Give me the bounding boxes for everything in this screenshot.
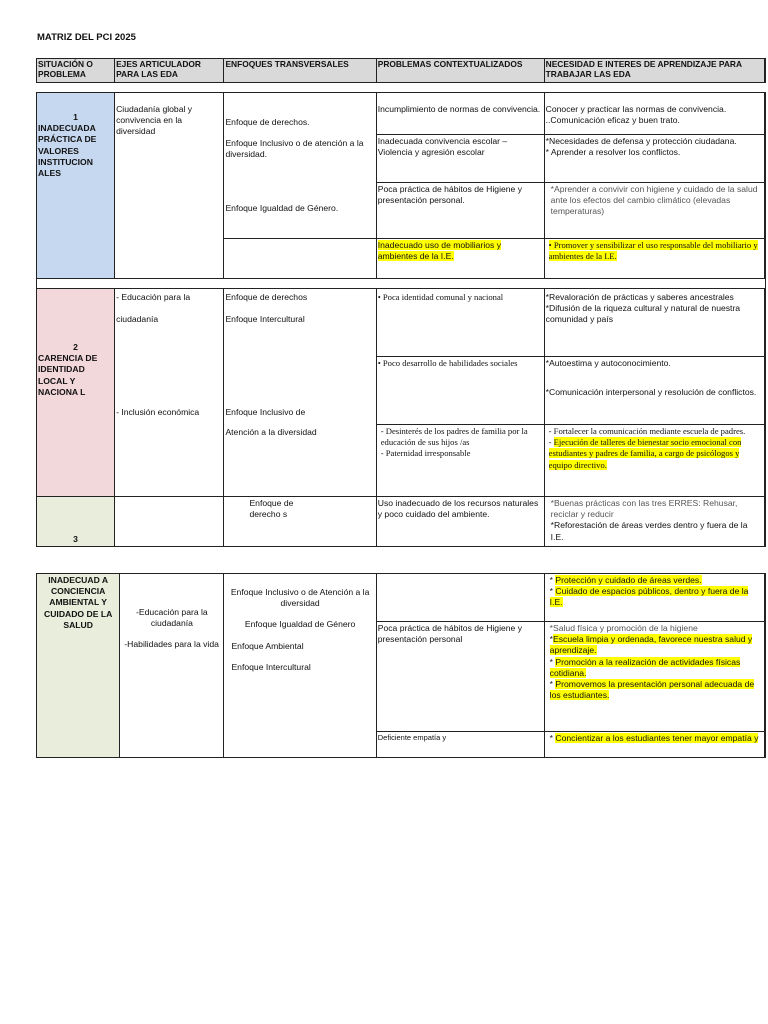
sit1-enfoque-derechos: Enfoque de derechos. [225, 117, 310, 127]
sit3-enfoque-intercultural: Enfoque Intercultural [231, 661, 311, 672]
sit2-enfoque-intercultural: Enfoque Intercultural [225, 314, 305, 325]
sit3-enfoques-cell [224, 574, 376, 758]
header-enfoques: ENFOQUES TRANSVERSALES [224, 59, 376, 83]
pci-matrix-table-part1 [36, 58, 766, 547]
sit3-enfoque-inclusivo: Enfoque Inclusivo o de Atención a la diversidad [230, 587, 370, 609]
sit3-extra-3 [764, 732, 765, 758]
situation-1-cell [37, 93, 115, 279]
sit2-extra-3 [764, 425, 765, 497]
sit3-extra-2 [764, 622, 765, 732]
sit2-necesidad-2: *Autoestima y autoconocimiento. *Comunicación interpersonal y resolución de conflictos. [544, 357, 764, 425]
sit2-enfoque-atencion: Atención a la diversidad [225, 426, 317, 437]
sit1-enfoque-inclusivo: Enfoque Inclusivo o de atención a la diversidad. [225, 138, 364, 160]
sit3-eje-educacion: -Educación para la ciudadanía [136, 607, 208, 629]
sit2-eje-ciudadania: ciudadanía [116, 314, 159, 325]
sit3-extra-top [764, 497, 765, 547]
sit1-enfoque-empty [224, 239, 376, 279]
header-situacion: SITUACIÓN O PROBLEMA [37, 59, 115, 83]
sit3-necesidad-top: *Buenas prácticas con las tres ERRES: Rehusar, reciclar y reducir *Reforestación de áreas verdes dentro y fuera de la I.E. [544, 497, 764, 547]
situation-3-number: 3 [73, 534, 78, 544]
sit1-problema-3: Poca práctica de hábitos de Higiene y presentación personal. [376, 183, 544, 239]
sit3-enfoque-ambiental: Enfoque Ambiental [231, 640, 304, 651]
sit2-necesidad-3: - Fortalecer la comunicación mediante escuela de padres. - Ejecución de talleres de bienestar socio emocional con estudiantes y padres de familia, a cargo de psicólogos y equipo directivo. [544, 425, 764, 497]
sit2-enfoque-inclusivo: Enfoque Inclusivo de [225, 407, 306, 418]
sit1-extra-3 [764, 183, 765, 239]
sit1-extra-4 [764, 239, 765, 279]
sit3-necesidad-2: *Salud física y promoción de la higiene *Escuela limpia y ordenada, favorece nuestra salud y aprendizaje. * Promoción a la realización de actividades físicas cotidiana. * Promovemos la presentación personal adecuada de los estudiantes. [544, 622, 764, 732]
sit1-necesidad-3: *Aprender a convivir con higiene y cuidado de la salud ante los efectos del cambio climático (elevadas temperaturas) [544, 183, 764, 239]
situation-3-label-cell [37, 574, 120, 758]
sit3-problema-1 [376, 574, 544, 622]
sit1-problema-4: Inadecuado uso de mobiliarios y ambientes de la I.E. [376, 239, 544, 279]
header-ejes: EJES ARTICULADOR PARA LAS EDA [115, 59, 224, 83]
sit2-extra-1 [764, 289, 765, 357]
sit3-enfoque-genero: Enfoque Igualdad de Género [244, 619, 356, 630]
sit2-eje-educacion: - Educación para la [116, 292, 191, 302]
situation-3-label: INADECUAD A CONCIENCIA AMBIENTAL Y CUIDADO DE LA SALUD [44, 575, 113, 630]
sit1-enfoque-genero: Enfoque Igualdad de Género. [225, 202, 339, 213]
sit2-problema-2: • Poco desarrollo de habilidades sociales [376, 357, 544, 425]
pci-matrix-table-part2 [36, 573, 766, 758]
sit2-eje-inclusion: - Inclusión económica [116, 407, 200, 418]
situation-2-number: 2 [73, 342, 78, 352]
sit2-enfoque-derechos: Enfoque de derechos [225, 292, 308, 302]
sit1-necesidad-1: Conocer y practicar las normas de convivencia. ..Comunicación eficaz y buen trato. [544, 93, 764, 135]
sit2-enfoques-cell [224, 289, 376, 497]
sit1-extra-1 [764, 93, 765, 135]
sit2-problema-1: • Poca identidad comunal y nacional [376, 289, 544, 357]
sit2-necesidad-1: *Revaloración de prácticas y saberes ancestrales *Difusión de la riqueza cultural y natural de nuestra comunidad y país [544, 289, 764, 357]
header-necesidad: NECESIDAD E INTERES DE APRENDIZAJE PARA TRABAJAR LAS EDA [544, 59, 764, 83]
header-empty [764, 59, 765, 83]
sit2-extra-2 [764, 357, 765, 425]
header-problemas: PROBLEMAS CONTEXTUALIZADOS [376, 59, 544, 83]
sit1-necesidad-4: • Promover y sensibilizar el uso responsable del mobiliario y ambientes de la I.E. [544, 239, 764, 279]
sit1-necesidad-2: *Necesidades de defensa y protección ciudadana. * Aprender a resolver los conflictos. [544, 135, 764, 183]
sit3-problema-3: Deficiente empatía y [376, 732, 544, 758]
situation-2-label: CARENCIA DE IDENTIDAD LOCAL Y NACIONA L [38, 353, 98, 397]
sit1-extra-2 [764, 135, 765, 183]
sit3-problema-top: Uso inadecuado de los recursos naturales y poco cuidado del ambiente. [376, 497, 544, 547]
sit1-eje-cell [115, 93, 224, 279]
sit3-necesidad-1: * Protección y cuidado de áreas verdes. * Cuidado de espacios públicos, dentro y fuera de la I.E. [544, 574, 764, 622]
sit3-necesidad-3: * Concientizar a los estudiantes tener mayor empatía y [544, 732, 764, 758]
sit1-enfoques-cell [224, 93, 376, 239]
sit3-ejes-cell [120, 574, 224, 758]
sit3-enfoque-top: Enfoque de derecho s [224, 497, 376, 547]
sit3-eje-habilidades: -Habilidades para la vida [124, 639, 219, 650]
sit1-problema-2: Inadecuada convivencia escolar – Violencia y agresión escolar [376, 135, 544, 183]
sit1-problema-1: Incumplimiento de normas de convivencia. [376, 93, 544, 135]
page-title: MATRIZ DEL PCI 2025 [37, 32, 136, 43]
situation-3-cell [37, 497, 115, 547]
situation-1-label: INADECUADA PRÁCTICA DE VALORES INSTITUCION ALES [38, 123, 97, 178]
sit3-extra-1 [764, 574, 765, 622]
sit2-problema-3: - Desinterés de los padres de familia por la educación de sus hijos /as - Paternidad irresponsable [376, 425, 544, 497]
sit1-eje: Ciudadanía global y convivencia en la diversidad [116, 104, 193, 137]
sit2-ejes-cell [115, 289, 224, 497]
sit3-problema-2: Poca práctica de hábitos de Higiene y presentación personal [376, 622, 544, 732]
situation-1-number: 1 [73, 112, 78, 122]
sit3-eje-top [115, 497, 224, 547]
situation-2-cell [37, 289, 115, 497]
